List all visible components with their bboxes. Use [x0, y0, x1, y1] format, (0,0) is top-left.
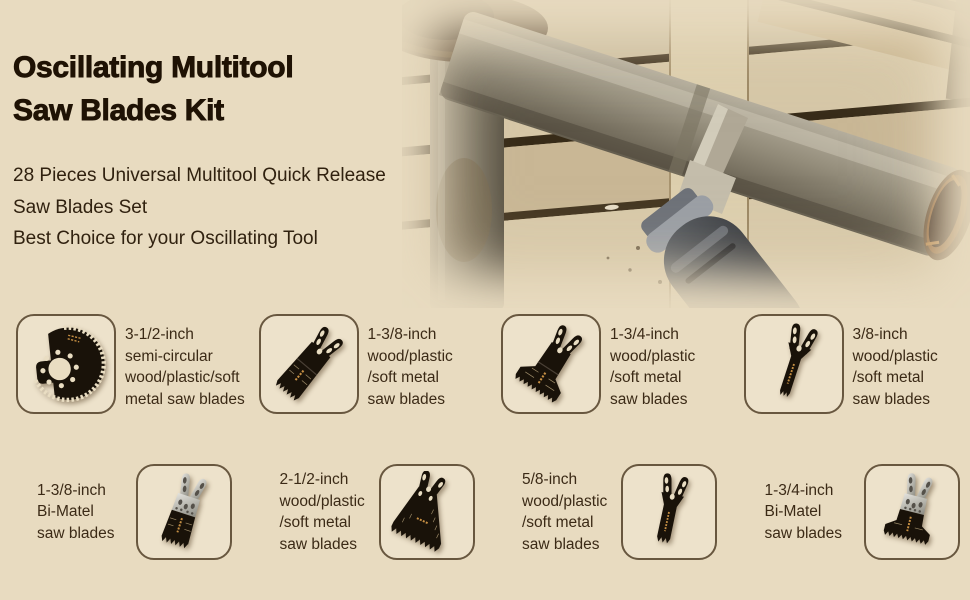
- label-line: saw blades: [610, 390, 688, 408]
- label-line: 1-3/4-inch: [764, 481, 834, 499]
- product-item: [728, 314, 970, 418]
- label-line: 3/8-inch: [852, 326, 908, 343]
- bimetal-flared-blade-image: [871, 471, 953, 553]
- product-image-box: [501, 314, 601, 414]
- label-line: 1-3/8-inch: [37, 481, 106, 499]
- label-line: wood/plastic: [852, 347, 938, 365]
- label-line: /soft metal: [279, 514, 351, 531]
- label-line: /soft metal: [367, 369, 439, 386]
- product-item: [243, 462, 486, 562]
- flared-blade-image: [508, 321, 594, 407]
- product-label: [37, 480, 133, 545]
- product-item: [0, 462, 243, 562]
- label-line: saw blades: [37, 524, 115, 542]
- label-line: saw blades: [852, 390, 931, 408]
- narrow-blade-image: [751, 321, 837, 407]
- label-line: wood/plastic: [279, 492, 365, 510]
- product-item: [485, 462, 728, 562]
- headline: [13, 46, 293, 132]
- title-line: Saw Blades Kit: [13, 94, 224, 127]
- label-line: /soft metal: [522, 514, 594, 531]
- label-line: Bi-Matel: [37, 503, 94, 521]
- bimetal-blade-image: [143, 471, 225, 553]
- label-line: saw blades: [764, 524, 843, 542]
- narrow-blade-image: [628, 471, 710, 553]
- semi-circular-blade-image: [23, 321, 109, 407]
- label-line: 1-3/4-inch: [610, 326, 679, 343]
- label-line: /soft metal: [852, 369, 924, 386]
- label-line: 3-1/2-inch: [125, 326, 194, 343]
- subtitle-line: Saw Blades Set: [13, 196, 148, 218]
- label-line: wood/plastic: [610, 347, 696, 365]
- product-image-box: [621, 464, 717, 560]
- product-row-1: [0, 314, 970, 418]
- label-line: Bi-Matel: [764, 503, 822, 521]
- straight-blade-image: [266, 321, 352, 407]
- subtitle-line: 28 Pieces Universal Multitool Quick Release: [13, 165, 386, 186]
- product-label: [368, 314, 486, 410]
- page-title: [13, 46, 293, 132]
- title-line: Oscillating Multitool: [13, 51, 294, 84]
- label-line: saw blades: [367, 390, 446, 408]
- product-image-box: [379, 464, 475, 560]
- label-line: saw blades: [279, 535, 358, 553]
- label-line: metal saw blades: [125, 390, 245, 408]
- product-item: [728, 462, 970, 562]
- product-label: [280, 469, 376, 555]
- label-line: wood/plastic: [367, 347, 453, 365]
- product-item: [0, 314, 243, 418]
- label-line: 5/8-inch: [522, 471, 578, 488]
- product-image-box: [744, 314, 844, 414]
- product-label: [610, 314, 728, 410]
- hero-photo: [402, 0, 970, 308]
- label-line: semi-circular: [125, 347, 213, 365]
- product-item: [485, 314, 728, 418]
- subtitle-line: Best Choice for your Oscillating Tool: [13, 228, 318, 249]
- label-line: /soft metal: [610, 369, 682, 386]
- label-line: 1-3/8-inch: [367, 326, 437, 343]
- product-image-box: [16, 314, 116, 414]
- label-line: saw blades: [522, 535, 600, 553]
- product-label: [522, 469, 618, 555]
- wide-triangular-blade-image: [386, 471, 468, 553]
- product-image-box: [136, 464, 232, 560]
- product-label: [853, 314, 970, 410]
- product-item: [243, 314, 486, 418]
- subtitle: [13, 160, 386, 255]
- product-image-box: [259, 314, 359, 414]
- product-row-2: [0, 462, 970, 562]
- label-line: wood/plastic/soft: [125, 369, 240, 386]
- label-line: 2-1/2-inch: [279, 471, 349, 488]
- multitool-cutting-pipe-illustration: [402, 0, 970, 308]
- label-line: wood/plastic: [522, 492, 608, 510]
- product-image-box: [864, 464, 960, 560]
- product-label: [765, 480, 861, 545]
- product-label: [125, 314, 245, 410]
